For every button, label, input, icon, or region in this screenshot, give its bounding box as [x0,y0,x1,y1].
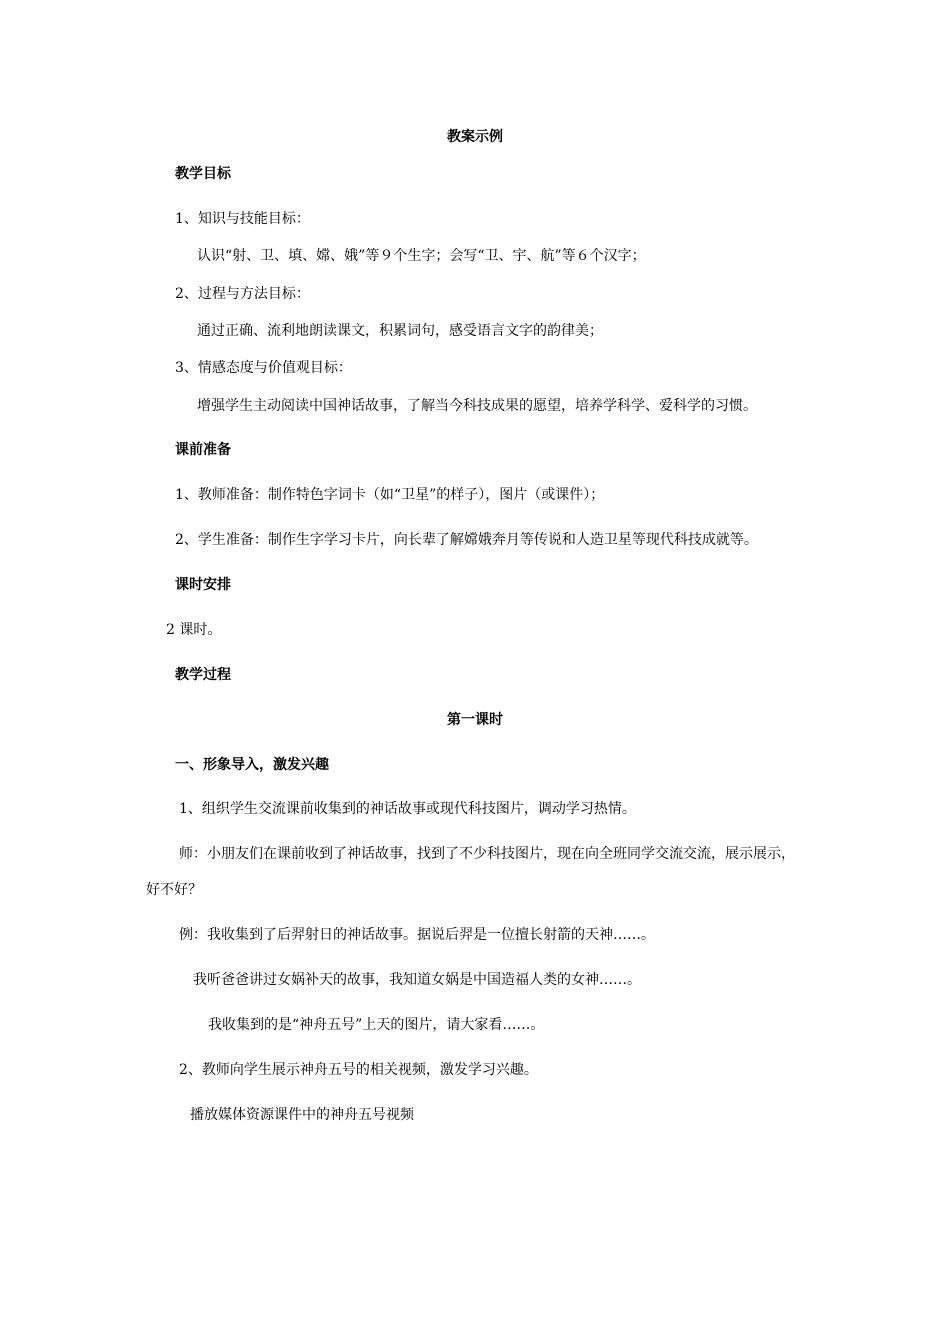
document-title [0,128,950,146]
goal-item-3-text: 增强学生主动阅读中国神话故事，了解当今科技成果的愿望，培养学科学、爱科学的习惯。 [197,398,757,414]
lesson-1-title: 第一课时 [447,712,503,728]
step-1: 1、组织学生交流课前收集到的神话故事或现代科技图片，调动学习热情。 [179,801,636,817]
part-1-heading: 一、形象导入，激发兴趣 [175,757,329,773]
prep-item-1: 1、教师准备：制作特色字词卡（如“卫星”的样子），图片（或课件）； [175,487,605,503]
teacher-line-2: 好不好？ [146,882,202,898]
example-1: 例：我收集到了后羿射日的神话故事。据说后羿是一位擅长射箭的天神……。 [179,927,655,943]
step-2: 2、教师向学生展示神舟五号的相关视频，激发学习兴趣。 [179,1062,538,1078]
heading-schedule: 课时安排 [175,577,231,593]
goal-item-1-text: 认识“射、卫、填、嫦、娥”等９个生字；会写“卫、宇、航”等６个汉字； [197,248,646,264]
goal-item-2-text: 通过正确、流利地朗读课文，积累词句，感受语言文字的韵律美； [197,323,603,339]
heading-process: 教学过程 [175,667,231,683]
teacher-line-1: 师：小朋友们在课前收到了神话故事，找到了不少科技图片，现在向全班同学交流交流，展示展示， [179,846,795,862]
goal-item-3: 3、情感态度与价值观目标： [175,360,352,376]
goal-item-2: 2、过程与方法目标： [175,286,310,302]
step-2-note: 播放媒体资源课件中的神舟五号视频 [190,1107,414,1123]
example-2: 我听爸爸讲过女娲补天的故事，我知道女娲是中国造福人类的女神……。 [193,972,641,988]
schedule-text: 2 课时。 [166,622,222,638]
heading-prep: 课前准备 [175,442,231,458]
example-3: 我收集到的是“神舟五号”上天的图片，请大家看……。 [208,1017,545,1033]
prep-item-2: 2、学生准备：制作生字学习卡片，向长辈了解嫦娥奔月等传说和人造卫星等现代科技成就等。 [175,532,758,548]
heading-goals: 教学目标 [175,166,231,182]
title-text: 教案示例 [447,129,503,145]
goal-item-1: 1、知识与技能目标： [175,211,310,227]
